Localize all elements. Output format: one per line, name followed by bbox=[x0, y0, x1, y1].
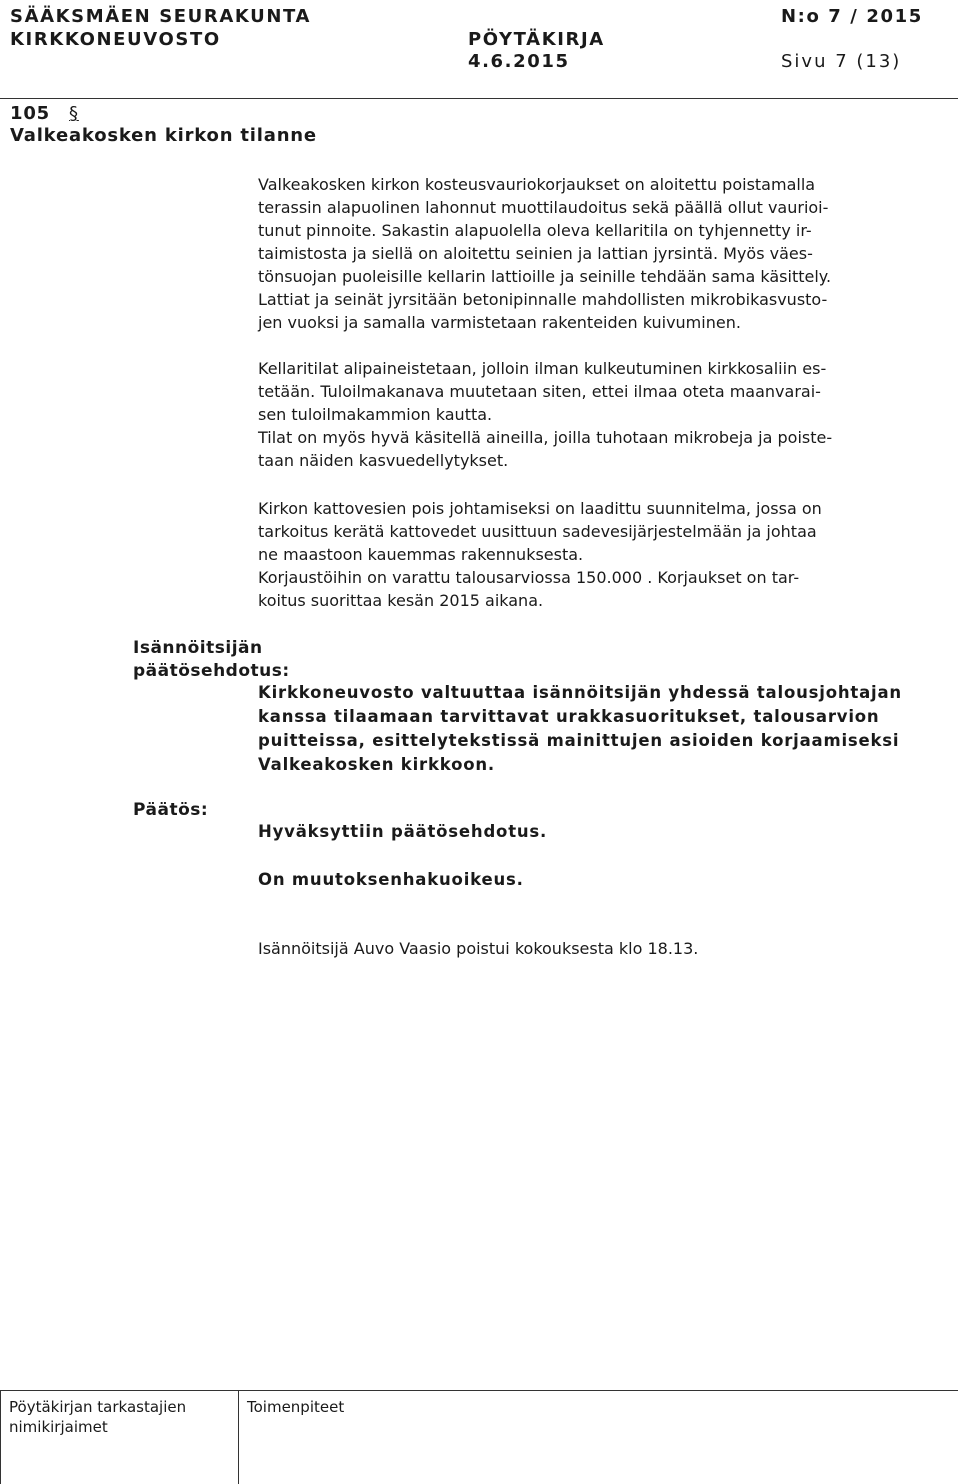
text-line: koitus suorittaa kesän 2015 aikana. bbox=[258, 591, 544, 610]
text-line: Korjaustöihin on varattu talousarviossa 150.000 . Korjaukset on tar- bbox=[258, 568, 800, 587]
section-title: Valkeakosken kirkon tilanne bbox=[10, 125, 317, 146]
paragraph-1 bbox=[258, 173, 948, 334]
text-line: taan näiden kasvuedellytykset. bbox=[258, 451, 509, 470]
text-line: ne maastoon kauemmas rakennuksesta. bbox=[258, 545, 584, 564]
text-line: taimistosta ja siellä on aloitettu seinien ja lattian jyrsintä. Myös väes- bbox=[258, 244, 813, 263]
text-line: Kirkon kattovesien pois johtamiseksi on laadittu suunnitelma, jossa on bbox=[258, 499, 822, 518]
header-doc-type: PÖYTÄKIRJA bbox=[468, 29, 605, 50]
section-heading bbox=[10, 103, 79, 124]
paragraph-3 bbox=[258, 497, 948, 612]
section-symbol: § bbox=[69, 103, 79, 124]
paragraph-2 bbox=[258, 357, 948, 472]
header-org: SÄÄKSMÄEN SEURAKUNTA bbox=[10, 6, 311, 27]
text-line: Valkeakosken kirkon kosteusvauriokorjaukset on aloitettu poistamalla bbox=[258, 175, 816, 194]
footer-reviewers-line1: Pöytäkirjan tarkastajien bbox=[9, 1398, 187, 1416]
footer-actions-label: Toimenpiteet bbox=[247, 1398, 345, 1416]
text-line: On muutoksenhakuoikeus. bbox=[258, 870, 524, 889]
decision-text-1 bbox=[258, 820, 547, 844]
footer-reviewers-line2: nimikirjaimet bbox=[9, 1418, 108, 1436]
header-date: 4.6.2015 bbox=[468, 51, 570, 72]
text-line: Tilat on myös hyvä käsitellä aineilla, joilla tuhotaan mikrobeja ja poiste- bbox=[258, 428, 833, 447]
text-line: Kirkkoneuvosto valtuuttaa isännöitsijän yhdessä talousjohtajan bbox=[258, 683, 902, 702]
text-line: Hyväksyttiin päätösehdotus. bbox=[258, 822, 548, 841]
text-line: tarkoitus kerätä kattovedet uusittuun sadevesijärjestelmään ja johtaa bbox=[258, 522, 817, 541]
decision-note bbox=[258, 937, 948, 960]
footer-divider bbox=[0, 1390, 958, 1391]
text-line: kanssa tilaamaan tarvittavat urakkasuoritukset, talousarvion bbox=[258, 707, 880, 726]
proposal-text bbox=[258, 681, 902, 777]
text-line: Isännöitsijä Auvo Vaasio poistui kokouksesta klo 18.13. bbox=[258, 939, 699, 958]
text-line: tunut pinnoite. Sakastin alapuolella oleva kellaritila on tyhjennetty ir- bbox=[258, 221, 812, 240]
text-line: Kellaritilat alipaineistetaan, jolloin ilman kulkeutuminen kirkkosaliin es- bbox=[258, 359, 827, 378]
footer-column-divider bbox=[238, 1390, 239, 1484]
text-line: tönsuojan puoleisille kellarin lattioille ja seinille tehdään sama käsittely. bbox=[258, 267, 832, 286]
decision-text-2 bbox=[258, 868, 524, 892]
text-line: sen tuloilmakammion kautta. bbox=[258, 405, 493, 424]
text-line: Valkeakosken kirkkoon. bbox=[258, 755, 495, 774]
proposal-label-line2: päätösehdotus: bbox=[133, 661, 290, 681]
header-number: N:o 7 / 2015 bbox=[781, 6, 923, 27]
section-number: 105 bbox=[10, 103, 50, 124]
decision-label: Päätös: bbox=[133, 800, 209, 820]
header-page: Sivu 7 (13) bbox=[781, 51, 902, 72]
text-line: puitteissa, esittelytekstissä mainittujen asioiden korjaamiseksi bbox=[258, 731, 900, 750]
text-line: jen vuoksi ja samalla varmistetaan rakenteiden kuivuminen. bbox=[258, 313, 741, 332]
proposal-label-line1: Isännöitsijän bbox=[133, 638, 263, 658]
text-line: Lattiat ja seinät jyrsitään betonipinnalle mahdollisten mikrobikasvusto- bbox=[258, 290, 828, 309]
header-body: KIRKKONEUVOSTO bbox=[10, 29, 221, 50]
text-line: terassin alapuolinen lahonnut muottilaudoitus sekä päällä ollut vaurioi- bbox=[258, 198, 829, 217]
footer-left-border bbox=[0, 1390, 1, 1484]
footer-reviewers-label bbox=[9, 1397, 186, 1437]
header-divider bbox=[0, 98, 958, 99]
text-line: tetään. Tuloilmakanava muutetaan siten, ettei ilmaa oteta maanvarai- bbox=[258, 382, 821, 401]
